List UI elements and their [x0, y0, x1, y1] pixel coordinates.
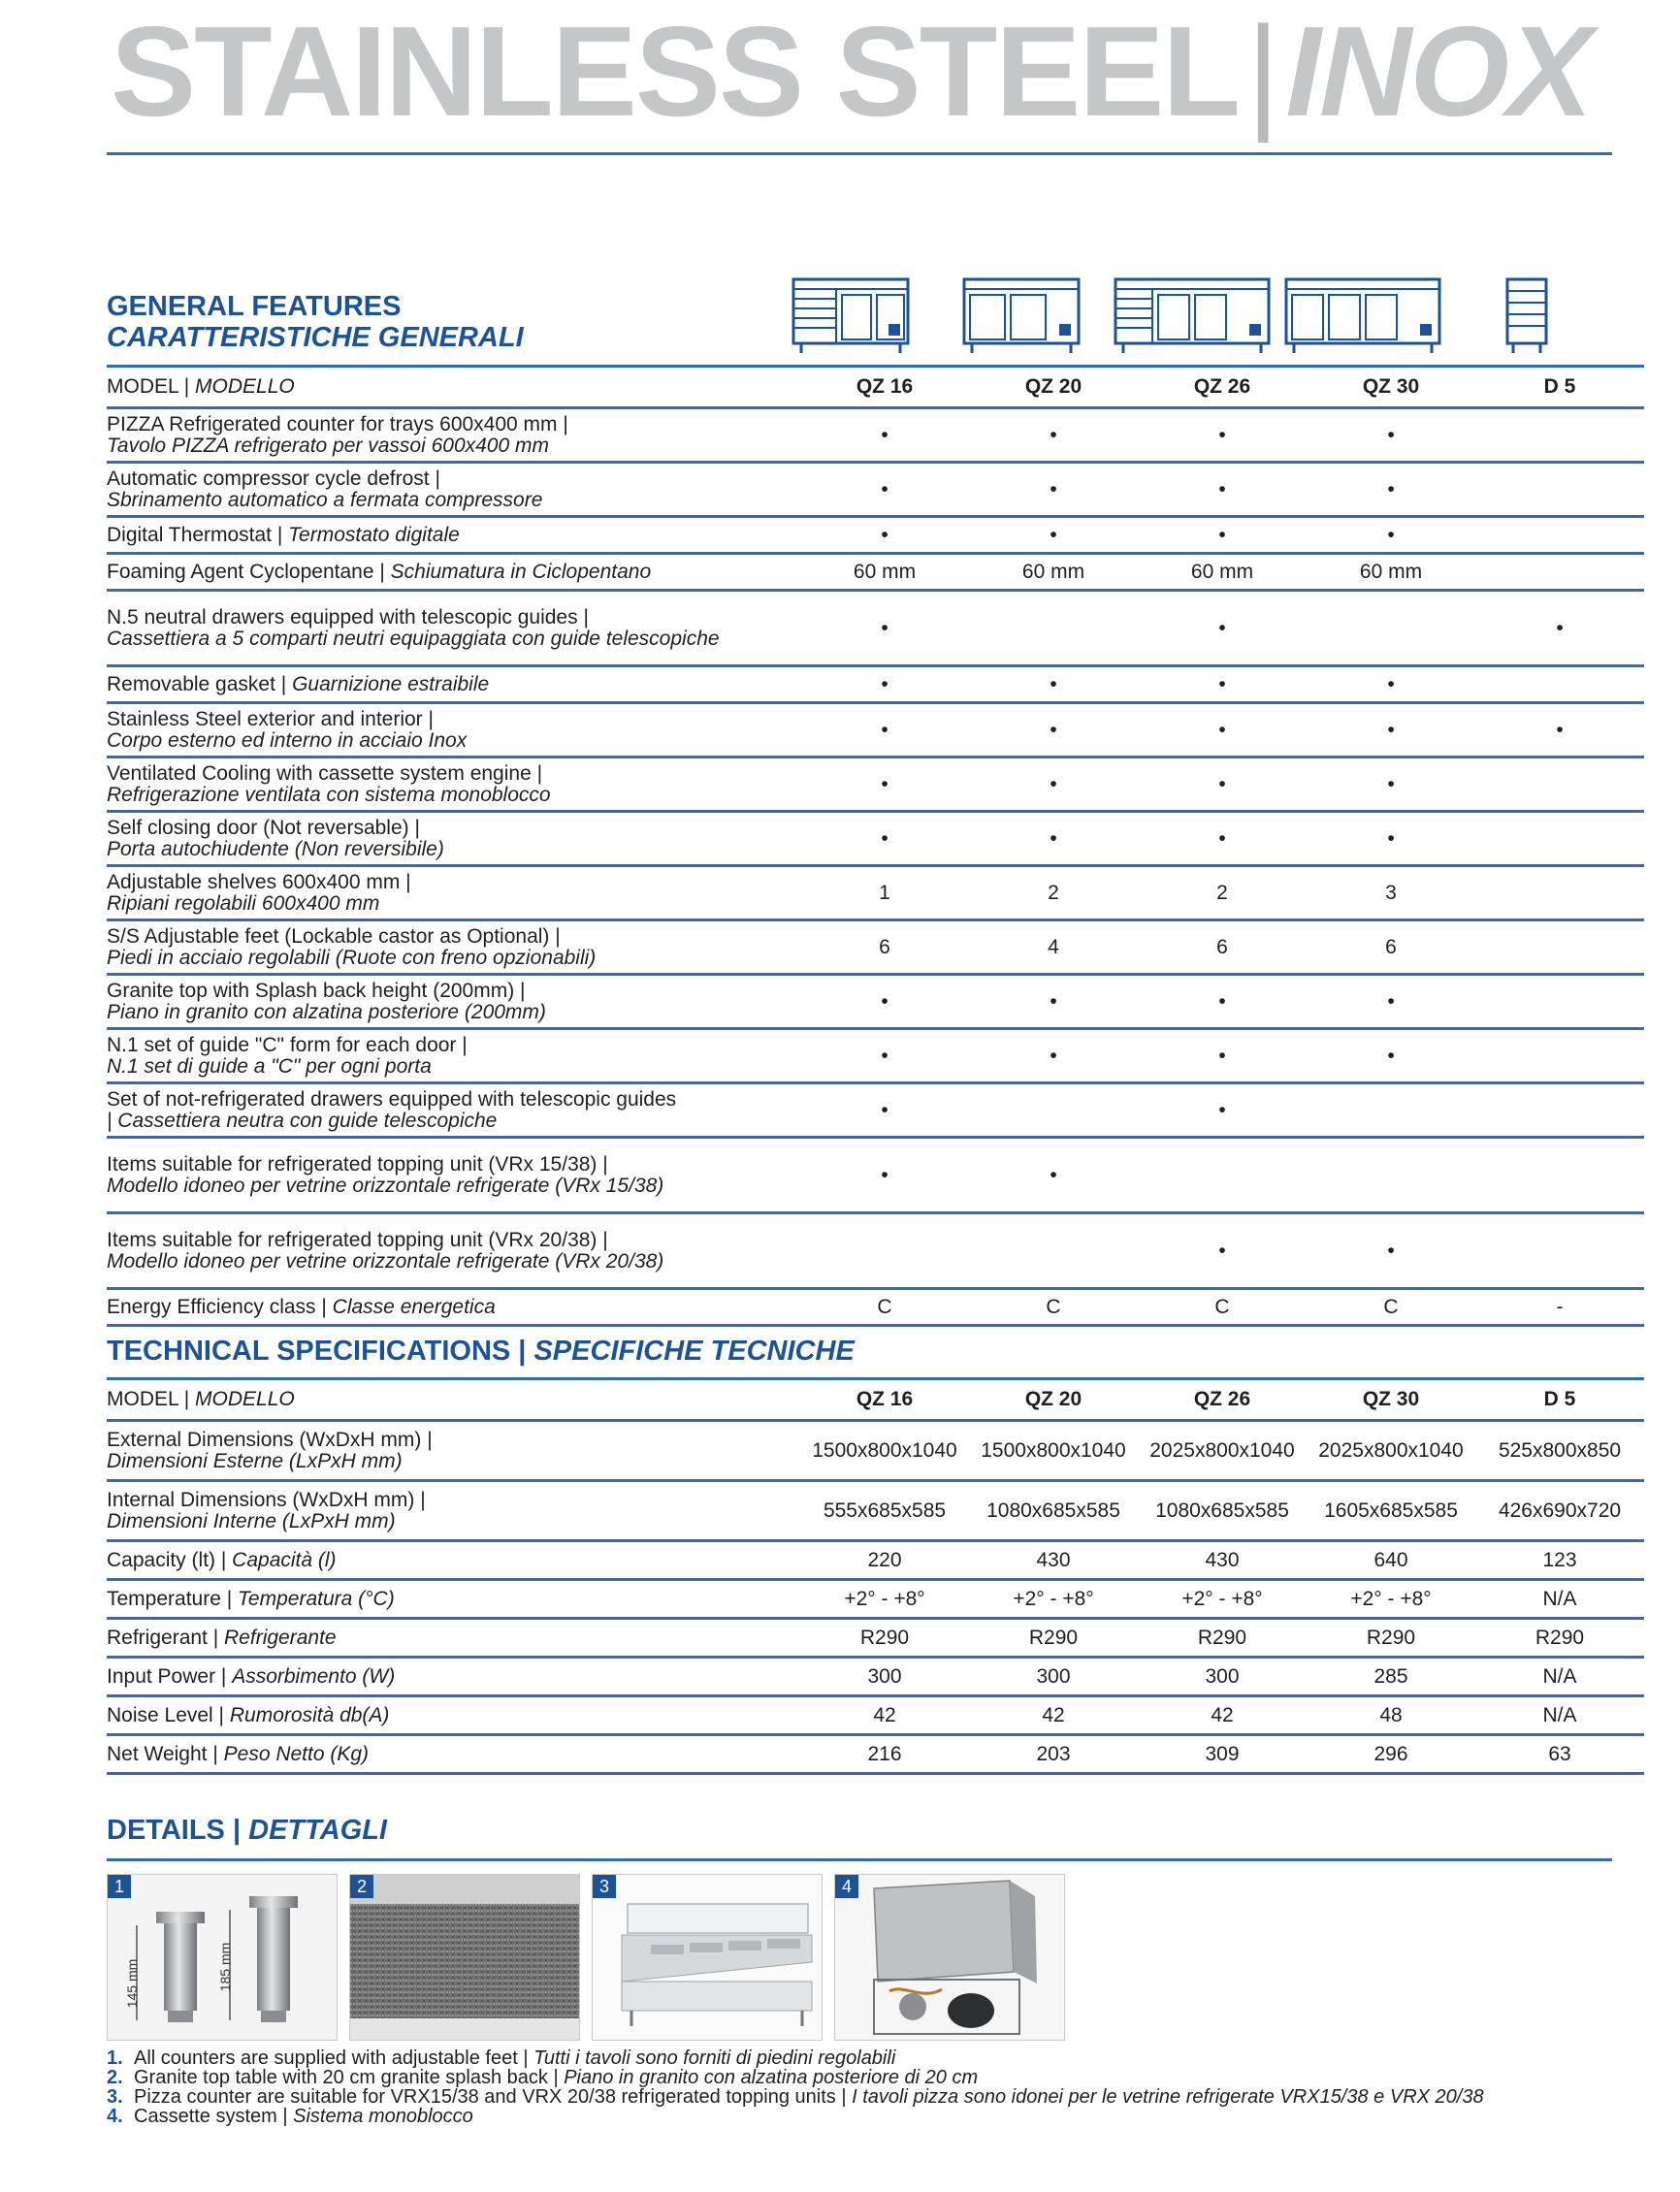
counter-qz20-image — [962, 277, 1081, 355]
note-text-en: Granite top table with 20 cm granite splash back | — [134, 2067, 559, 2088]
table-row — [107, 1580, 1644, 1619]
row-label — [107, 666, 800, 703]
row-label-en: Capacity (lt) | — [107, 1548, 227, 1571]
row-label-it: Peso Netto (Kg) — [223, 1742, 370, 1765]
model-thumbnails — [107, 277, 1612, 355]
adjustable-foot-icon — [108, 1875, 337, 2040]
table-row — [107, 1658, 1644, 1696]
cell-value: 63 — [1475, 1735, 1644, 1774]
row-label-en: Removable gasket | — [107, 672, 287, 695]
model-label: MODEL | MODELLO — [107, 367, 800, 408]
cell-value: +2° - +8° — [1138, 1580, 1307, 1619]
cell-value: 1500x800x1040 — [800, 1421, 969, 1481]
table-row — [107, 1138, 1644, 1213]
cell-value: 42 — [969, 1696, 1138, 1735]
counter-qz26-image — [1114, 277, 1271, 355]
cell-value: • — [800, 975, 969, 1029]
row-label-en: Set of not-refrigerated drawers equipped with telescopic guides — [107, 1087, 677, 1111]
cell-value: • — [969, 758, 1138, 812]
note-text-it: Tutti i tavoli sono forniti di piedini regolabili — [533, 2047, 896, 2069]
note-text-it: Piano in granito con alzatina posteriore di 20 cm — [564, 2067, 979, 2088]
table-row — [107, 1213, 1644, 1289]
detail-image-topping-unit — [592, 1874, 823, 2041]
row-label-it: Porta autochiudente (Non reversibile) — [107, 837, 444, 860]
cell-value: 2 — [969, 866, 1138, 920]
cell-value — [1475, 758, 1644, 812]
granite-top-icon — [350, 1875, 579, 2040]
model-header: QZ 30 — [1307, 1379, 1475, 1421]
cell-value — [1475, 1029, 1644, 1083]
note-text-it: I tavoli pizza sono idonei per le vetrine refrigerate VRX15/38 e VRX 20/38 — [852, 2086, 1484, 2108]
row-label-it: Assorbimento (W) — [232, 1664, 396, 1688]
cell-value: 2025x800x1040 — [1138, 1421, 1307, 1481]
row-label-it: Refrigerazione ventilata con sistema monoblocco — [107, 783, 551, 806]
model-header-row — [107, 1379, 1644, 1421]
technical-specifications-table — [107, 1377, 1644, 1775]
table-row — [107, 703, 1644, 758]
cell-value: • — [1307, 408, 1475, 463]
cell-value: • — [969, 408, 1138, 463]
row-label-it: Schiumatura in Ciclopentano — [390, 560, 652, 583]
row-label-en: Items suitable for refrigerated topping unit (VRx 20/38) | — [107, 1228, 608, 1251]
counter-qz16-image — [792, 277, 910, 355]
drawer-d5-image — [1505, 277, 1548, 355]
row-label — [107, 1289, 800, 1326]
table-row — [107, 920, 1644, 975]
cell-value: 6 — [800, 920, 969, 975]
cell-value: 216 — [800, 1735, 969, 1774]
note-text-en: Pizza counter are suitable for VRX15/38 and VRX 20/38 refrigerated topping units | — [134, 2086, 847, 2108]
row-label-en: Input Power | — [107, 1664, 227, 1688]
details-heading — [107, 1816, 387, 1847]
cell-value — [969, 591, 1138, 666]
cell-value: C — [800, 1289, 969, 1326]
row-label-it: Guarnizione estraibile — [292, 672, 490, 695]
cell-value: 42 — [1138, 1696, 1307, 1735]
cell-value: +2° - +8° — [969, 1580, 1138, 1619]
model-header: D 5 — [1475, 1379, 1644, 1421]
cell-value: • — [800, 758, 969, 812]
row-label — [107, 1083, 800, 1138]
cassette-system-icon — [835, 1875, 1064, 2040]
note-number: 3. — [107, 2086, 123, 2108]
cell-value: • — [1307, 758, 1475, 812]
row-label-en: Self closing door (Not reversable) | — [107, 816, 420, 839]
row-label-en: N.5 neutral drawers equipped with telescopic guides | — [107, 605, 589, 629]
cell-value: • — [800, 591, 969, 666]
cell-value: 1605x685x585 — [1307, 1481, 1475, 1541]
cell-value: • — [969, 812, 1138, 866]
cell-value: 1 — [800, 866, 969, 920]
cell-value: • — [1307, 703, 1475, 758]
row-label-en: Net Weight | — [107, 1742, 218, 1765]
row-label — [107, 1138, 800, 1213]
cell-value: • — [800, 1138, 969, 1213]
row-label-it: Piedi in acciaio regolabili (Ruote con freno opzionabili) — [107, 946, 597, 969]
table-row — [107, 1289, 1644, 1326]
row-label — [107, 1421, 800, 1481]
row-label — [107, 758, 800, 812]
row-label-it: Temperatura (°C) — [238, 1587, 395, 1610]
cell-value: 203 — [969, 1735, 1138, 1774]
foot-height-label: 185 mm — [217, 1942, 233, 1992]
table-row — [107, 1421, 1644, 1481]
cell-value — [1475, 1213, 1644, 1289]
row-label-it: Termostato digitale — [288, 523, 460, 546]
row-label-en: Granite top with Splash back height (200mm) | — [107, 979, 526, 1002]
cell-value: 220 — [800, 1541, 969, 1580]
row-label-it: Ripiani regolabili 600x400 mm — [107, 891, 380, 915]
cell-value: +2° - +8° — [1307, 1580, 1475, 1619]
cell-value: R290 — [969, 1619, 1138, 1658]
cell-value: • — [1475, 703, 1644, 758]
note-number: 1. — [107, 2047, 123, 2069]
cell-value — [1475, 463, 1644, 517]
cell-value: 42 — [800, 1696, 969, 1735]
cell-value: 525x800x850 — [1475, 1421, 1644, 1481]
table-row — [107, 758, 1644, 812]
cell-value — [1138, 1138, 1307, 1213]
detail-image-feet — [107, 1874, 338, 2041]
note-text-en: All counters are supplied with adjustable feet | — [134, 2047, 529, 2069]
detail-image-granite — [349, 1874, 580, 2041]
detail-image-cassette-system — [834, 1874, 1065, 2041]
details-notes — [107, 2048, 1612, 2126]
row-label-it: Classe energetica — [332, 1295, 496, 1318]
cell-value: • — [1307, 1029, 1475, 1083]
cell-value — [1475, 975, 1644, 1029]
cell-value: • — [1475, 591, 1644, 666]
note-number: 4. — [107, 2106, 123, 2127]
note-text-en: Cassette system | — [134, 2106, 288, 2127]
row-label-en: Energy Efficiency class | — [107, 1295, 327, 1318]
cell-value: 2025x800x1040 — [1307, 1421, 1475, 1481]
general-features-table — [107, 365, 1644, 1327]
row-label — [107, 517, 800, 554]
row-label — [107, 1541, 800, 1580]
cell-value: • — [1138, 1213, 1307, 1289]
model-header: QZ 16 — [800, 1379, 969, 1421]
row-label-it: Corpo esterno ed interno in acciaio Inox — [107, 728, 468, 752]
cell-value: 60 mm — [1307, 554, 1475, 591]
cell-value: 60 mm — [800, 554, 969, 591]
cell-value: • — [1307, 812, 1475, 866]
row-label — [107, 1213, 800, 1289]
cell-value: • — [1138, 517, 1307, 554]
cell-value: C — [1138, 1289, 1307, 1326]
row-label-en: Internal Dimensions (WxDxH mm) | — [107, 1488, 426, 1511]
note-item — [107, 2087, 1612, 2107]
table-row — [107, 812, 1644, 866]
table-row — [107, 1735, 1644, 1774]
cell-value: • — [1138, 408, 1307, 463]
model-header: QZ 30 — [1307, 367, 1475, 408]
row-label — [107, 812, 800, 866]
cell-value: N/A — [1475, 1658, 1644, 1696]
cell-value — [1475, 1138, 1644, 1213]
cell-value: C — [969, 1289, 1138, 1326]
cell-value: 426x690x720 — [1475, 1481, 1644, 1541]
model-header: QZ 26 — [1138, 367, 1307, 408]
cell-value: • — [800, 517, 969, 554]
row-label — [107, 1696, 800, 1735]
row-label — [107, 463, 800, 517]
cell-value: • — [1138, 758, 1307, 812]
row-label — [107, 1658, 800, 1696]
table-row — [107, 591, 1644, 666]
cell-value: • — [969, 463, 1138, 517]
row-label-it: Tavolo PIZZA refrigerato per vassoi 600x400 mm — [107, 434, 549, 457]
detail-number: 2 — [350, 1875, 373, 1898]
table-row — [107, 866, 1644, 920]
cell-value: 300 — [800, 1658, 969, 1696]
row-label-en: Adjustable shelves 600x400 mm | — [107, 870, 411, 893]
row-label-en: Items suitable for refrigerated topping unit (VRx 15/38) | — [107, 1152, 608, 1176]
cell-value: 60 mm — [1138, 554, 1307, 591]
cell-value: 555x685x585 — [800, 1481, 969, 1541]
cell-value: • — [1138, 812, 1307, 866]
row-label-en: Automatic compressor cycle defrost | — [107, 467, 440, 490]
cell-value: • — [969, 975, 1138, 1029]
row-label — [107, 866, 800, 920]
cell-value: • — [800, 666, 969, 703]
model-label: MODEL | MODELLO — [107, 1379, 800, 1421]
model-header: QZ 20 — [969, 1379, 1138, 1421]
cell-value — [969, 1083, 1138, 1138]
cell-value: - — [1475, 1289, 1644, 1326]
cell-value: 300 — [969, 1658, 1138, 1696]
cell-value — [1307, 1083, 1475, 1138]
detail-number: 1 — [108, 1875, 131, 1898]
row-label — [107, 920, 800, 975]
cell-value: • — [1138, 1029, 1307, 1083]
cell-value: • — [969, 666, 1138, 703]
cell-value: 309 — [1138, 1735, 1307, 1774]
row-label — [107, 1619, 800, 1658]
cell-value: R290 — [800, 1619, 969, 1658]
row-label-it: Dimensioni Interne (LxPxH mm) — [107, 1509, 396, 1532]
title-separator: | — [1246, 0, 1278, 143]
cell-value: • — [969, 703, 1138, 758]
cell-value: 48 — [1307, 1696, 1475, 1735]
row-label-it: Cassettiera a 5 comparti neutri equipaggiata con guide telescopiche — [107, 627, 720, 650]
cell-value: 60 mm — [969, 554, 1138, 591]
row-label-en: Ventilated Cooling with cassette system engine | — [107, 761, 543, 785]
row-label-en: PIZZA Refrigerated counter for trays 600x400 mm | — [107, 412, 568, 435]
note-item — [107, 2068, 1612, 2087]
row-label-en: S/S Adjustable feet (Lockable castor as Optional) | — [107, 924, 561, 948]
row-label-it: Refrigerante — [224, 1626, 337, 1649]
details-heading-en: DETAILS | — [107, 1815, 242, 1846]
row-label-en: Noise Level | — [107, 1703, 225, 1726]
cell-value — [1475, 920, 1644, 975]
row-label-it: Modello idoneo per vetrine orizzontale refrigerate (VRx 15/38) — [107, 1174, 664, 1197]
model-header: D 5 — [1475, 367, 1644, 408]
cell-value — [1475, 1083, 1644, 1138]
row-label-it: Capacità (l) — [232, 1548, 337, 1571]
technical-heading-it: SPECIFICHE TECNICHE — [533, 1336, 855, 1367]
row-label-it: N.1 set di guide a "C" per ogni porta — [107, 1054, 432, 1078]
cell-value: 3 — [1307, 866, 1475, 920]
cell-value — [1475, 517, 1644, 554]
cell-value: R290 — [1138, 1619, 1307, 1658]
cell-value: R290 — [1475, 1619, 1644, 1658]
technical-heading-en: TECHNICAL SPECIFICATIONS | — [107, 1336, 527, 1367]
row-label-it: Rumorosità db(A) — [229, 1703, 390, 1726]
table-row — [107, 1029, 1644, 1083]
cell-value — [1475, 866, 1644, 920]
cell-value: • — [800, 463, 969, 517]
cell-value — [1475, 666, 1644, 703]
row-label-en: Digital Thermostat | — [107, 523, 283, 546]
row-label-it: Modello idoneo per vetrine orizzontale refrigerate (VRx 20/38) — [107, 1249, 664, 1273]
cell-value: 1080x685x585 — [1138, 1481, 1307, 1541]
cell-value: R290 — [1307, 1619, 1475, 1658]
detail-number: 3 — [593, 1875, 616, 1898]
cell-value: • — [969, 1029, 1138, 1083]
technical-heading — [107, 1337, 855, 1368]
cell-value: • — [1138, 975, 1307, 1029]
cell-value: • — [1307, 975, 1475, 1029]
general-heading-it: CARATTERISTICHE GENERALI — [107, 321, 524, 353]
model-header: QZ 20 — [969, 367, 1138, 408]
cell-value: N/A — [1475, 1580, 1644, 1619]
cell-value — [1475, 812, 1644, 866]
row-label-en: Temperature | — [107, 1587, 233, 1610]
table-row — [107, 517, 1644, 554]
cell-value: N/A — [1475, 1696, 1644, 1735]
cell-value: 6 — [1307, 920, 1475, 975]
row-label-en: External Dimensions (WxDxH mm) | — [107, 1428, 433, 1451]
row-label-en: Stainless Steel exterior and interior | — [107, 707, 434, 730]
title-rule — [107, 152, 1612, 155]
cell-value: • — [969, 1138, 1138, 1213]
cell-value: 1080x685x585 — [969, 1481, 1138, 1541]
cell-value: • — [1138, 703, 1307, 758]
table-row — [107, 1696, 1644, 1735]
cell-value: 1500x800x1040 — [969, 1421, 1138, 1481]
row-label — [107, 408, 800, 463]
table-row — [107, 666, 1644, 703]
cell-value: • — [800, 408, 969, 463]
cell-value — [800, 1213, 969, 1289]
cell-value: • — [800, 812, 969, 866]
cell-value: • — [1307, 463, 1475, 517]
model-header-row — [107, 367, 1644, 408]
cell-value: C — [1307, 1289, 1475, 1326]
cell-value: • — [1138, 1083, 1307, 1138]
title-main: STAINLESS STEEL — [111, 0, 1240, 143]
cell-value: 430 — [969, 1541, 1138, 1580]
note-text-it: Sistema monoblocco — [293, 2106, 473, 2127]
cell-value: 640 — [1307, 1541, 1475, 1580]
row-label — [107, 1481, 800, 1541]
cell-value: 285 — [1307, 1658, 1475, 1696]
row-label-it: Dimensioni Esterne (LxPxH mm) — [107, 1449, 403, 1472]
cell-value: 430 — [1138, 1541, 1307, 1580]
note-number: 2. — [107, 2067, 123, 2088]
row-label-en: Refrigerant | — [107, 1626, 219, 1649]
foot-height-label: 145 mm — [124, 1958, 140, 2009]
row-label-en: N.1 set of guide "C" form for each door | — [107, 1033, 468, 1056]
counter-qz30-image — [1284, 277, 1441, 355]
cell-value — [1307, 1138, 1475, 1213]
table-row — [107, 975, 1644, 1029]
table-row — [107, 554, 1644, 591]
details-heading-it: DETTAGLI — [248, 1815, 387, 1846]
cell-value: • — [1138, 666, 1307, 703]
row-label — [107, 1735, 800, 1774]
row-label-it: | Cassettiera neutra con guide telescopiche — [107, 1109, 498, 1132]
cell-value: • — [1307, 517, 1475, 554]
table-row — [107, 408, 1644, 463]
row-label — [107, 975, 800, 1029]
table-row — [107, 1481, 1644, 1541]
table-row — [107, 1083, 1644, 1138]
cell-value — [969, 1213, 1138, 1289]
cell-value: • — [800, 703, 969, 758]
cell-value: • — [800, 1029, 969, 1083]
general-heading-en: GENERAL FEATURES — [107, 291, 402, 322]
model-header: QZ 16 — [800, 367, 969, 408]
cell-value: • — [969, 517, 1138, 554]
table-row — [107, 1619, 1644, 1658]
cell-value: 2 — [1138, 866, 1307, 920]
row-label — [107, 554, 800, 591]
details-rule — [107, 1858, 1612, 1861]
cell-value — [1475, 408, 1644, 463]
cell-value: • — [1307, 1213, 1475, 1289]
page-title — [111, 0, 1592, 143]
cell-value — [1475, 554, 1644, 591]
row-label-it: Sbrinamento automatico a fermata compressore — [107, 488, 543, 511]
note-item — [107, 2048, 1612, 2068]
row-label — [107, 1580, 800, 1619]
cell-value: • — [800, 1083, 969, 1138]
cell-value — [1307, 591, 1475, 666]
note-item — [107, 2107, 1612, 2126]
row-label-it: Piano in granito con alzatina posteriore (200mm) — [107, 1000, 546, 1023]
cell-value: 296 — [1307, 1735, 1475, 1774]
row-label — [107, 1029, 800, 1083]
cell-value: 123 — [1475, 1541, 1644, 1580]
cell-value: • — [1138, 463, 1307, 517]
cell-value: +2° - +8° — [800, 1580, 969, 1619]
row-label — [107, 703, 800, 758]
table-row — [107, 463, 1644, 517]
cell-value: 300 — [1138, 1658, 1307, 1696]
row-label — [107, 591, 800, 666]
row-label-en: Foaming Agent Cyclopentane | — [107, 560, 385, 583]
model-header: QZ 26 — [1138, 1379, 1307, 1421]
cell-value: 6 — [1138, 920, 1307, 975]
cell-value: • — [1307, 666, 1475, 703]
detail-number: 4 — [835, 1875, 858, 1898]
title-italic: INOX — [1285, 0, 1592, 143]
cell-value: • — [1138, 591, 1307, 666]
table-row — [107, 1541, 1644, 1580]
cell-value: 4 — [969, 920, 1138, 975]
topping-unit-icon — [593, 1875, 822, 2040]
